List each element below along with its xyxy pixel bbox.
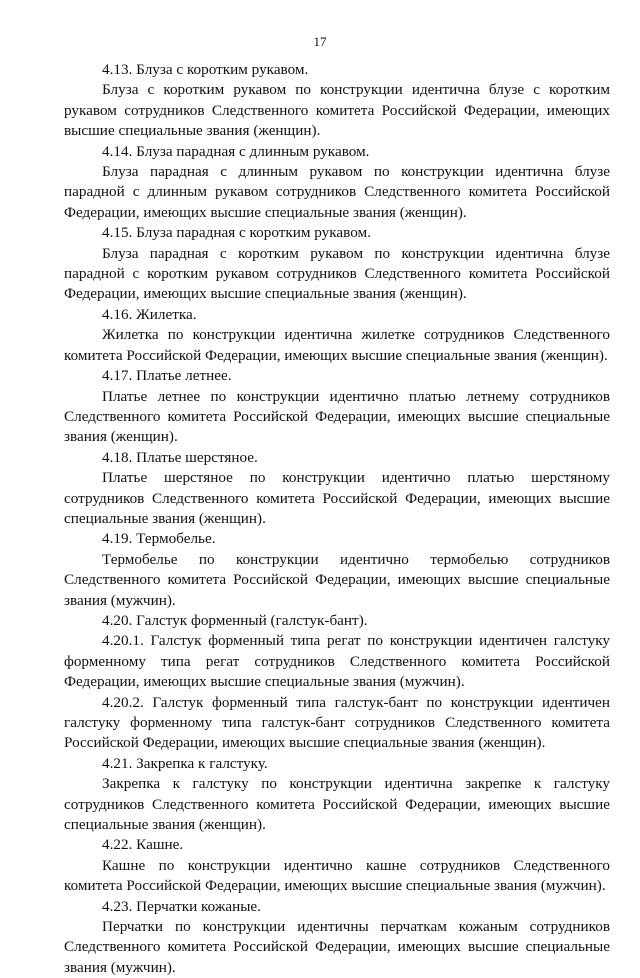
section-heading: 4.23. Перчатки кожаные. bbox=[102, 897, 261, 915]
section-heading: 4.19. Термобелье. bbox=[102, 530, 216, 548]
section-heading: 4.20. Галстук форменный (галстук-бант). bbox=[102, 611, 368, 629]
document-body bbox=[64, 60, 610, 978]
section-paragraph: 4.20.2. Галстук форменный типа галстук-бант по конструкции идентичен галстуку форменному типа галстук-бант сотрудников Следственного комитета Российской Федерации, имеющих высшие специальные звания (женщин). bbox=[64, 693, 610, 752]
section-paragraph: 4.20.1. Галстук форменный типа регат по конструкции идентичен галстуку форменному типа регат сотрудников Следственного комитета Российской Федерации, имеющих высшие специальные звания (мужчин). bbox=[64, 632, 610, 691]
section-paragraph: Блуза с коротким рукавом по конструкции идентична блузе с коротким рукавом сотрудников Следственного комитета Российской Федерации, имеющих высшие специальные звания (женщин). bbox=[64, 81, 610, 140]
section-heading: 4.17. Платье летнее. bbox=[102, 367, 232, 385]
section-paragraph: Термобелье по конструкции идентично термобелью сотрудников Следственного комитета Российской Федерации, имеющих высшие специальные звания (мужчин). bbox=[64, 550, 610, 609]
section-heading: 4.14. Блуза парадная с длинным рукавом. bbox=[102, 142, 370, 160]
page-number: 17 bbox=[313, 34, 327, 49]
section-paragraph: Блуза парадная с длинным рукавом по конструкции идентична блузе парадной с длинным рукавом сотрудников Следственного комитета Российской Федерации, имеющих высшие специальные звания (женщин). bbox=[64, 163, 610, 221]
section-paragraph: Кашне по конструкции идентично кашне сотрудников Следственного комитета Российской Федерации, имеющих высшие специальные звания (мужчин). bbox=[64, 856, 610, 895]
section-paragraph: Закрепка к галстуку по конструкции идентична закрепке к галстуку сотрудников Следственного комитета Российской Федерации, имеющих высшие специальные звания (женщин). bbox=[64, 775, 610, 834]
section-heading: 4.21. Закрепка к галстуку. bbox=[102, 754, 268, 772]
section-paragraph: Жилетка по конструкции идентична жилетке сотрудников Следственного комитета Российской Федерации, имеющих высшие специальные звания (женщин). bbox=[64, 326, 610, 364]
section-heading: 4.16. Жилетка. bbox=[102, 305, 197, 323]
section-heading: 4.15. Блуза парадная с коротким рукавом. bbox=[102, 224, 371, 242]
section-paragraph: Блуза парадная с коротким рукавом по конструкции идентична блузе парадной с коротким рукавом сотрудников Следственного комитета Российской Федерации, имеющих высшие специальные звания (женщин). bbox=[64, 244, 610, 303]
section-paragraph: Платье шерстяное по конструкции идентично платью шерстяному сотрудников Следственного комитета Российской Федерации, имеющих высшие специальные звания (женщин). bbox=[64, 469, 610, 527]
section-heading: 4.13. Блуза с коротким рукавом. bbox=[102, 61, 309, 78]
section-paragraph: Платье летнее по конструкции идентично платью летнему сотрудников Следственного комитета Российской Федерации, имеющих высшие специальные звания (женщин). bbox=[64, 387, 610, 446]
section-heading: 4.18. Платье шерстяное. bbox=[102, 448, 258, 466]
section-paragraph: Перчатки по конструкции идентичны перчаткам кожаным сотрудников Следственного комитета Российской Федерации, имеющих высшие специальные звания (мужчин). bbox=[64, 918, 610, 976]
section-heading: 4.22. Кашне. bbox=[102, 836, 184, 854]
